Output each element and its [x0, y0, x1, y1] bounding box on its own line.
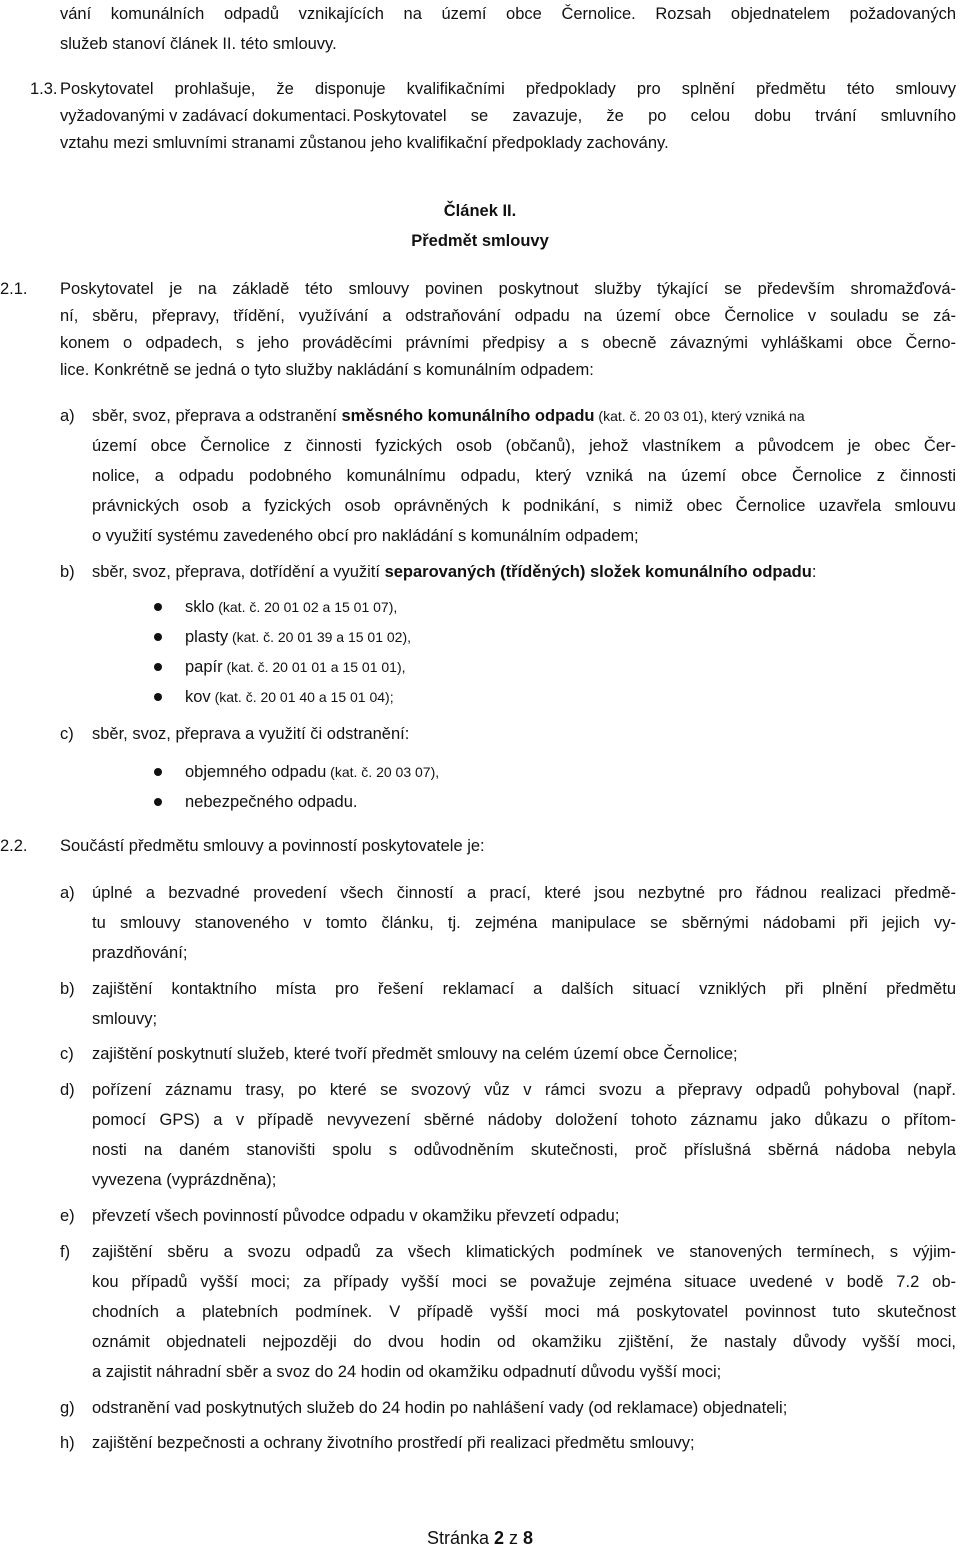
p21-line-4: lice. Konkrétně se jedná o tyto služby nakládání s komunálním odpadem: — [60, 361, 594, 379]
page-footer: Stránka 2 z 8 — [426, 1528, 534, 1548]
p21-line-1: Poskytovatel je na základě této smlouvy povinen poskytnout služby týkající se především shromažďová- — [60, 280, 956, 298]
p22-h-label: h) — [60, 1434, 75, 1452]
p22-b-line-2: smlouvy; — [92, 1010, 158, 1028]
p21-a-post: 20 03 01), který vzniká na — [640, 408, 805, 424]
section-number-1-3: 1.3. — [30, 80, 58, 98]
p21-a-line-4: právnických osob a fyzických osob oprávněných k podnikání, s nimiž obec Černolice uzavřela smlouvu — [92, 497, 956, 515]
section-number-2-2: 2.2. — [0, 837, 28, 855]
p22-f-line-4: oznámit objednateli nejpozději do dvou hodin od okamžiku zjištění, že nastaly důvody vyšší moci, — [92, 1333, 956, 1351]
p22-c-line-1: zajištění poskytnutí služeb, které tvoří předmět smlouvy na celém území obce Černolice; — [92, 1045, 738, 1063]
p13-line-1: Poskytovatel prohlašuje, že disponuje kvalifikačními předpoklady pro splnění předmětu této smlouvy — [60, 80, 956, 98]
c-item-1: objemného odpadu (kat. č. 20 03 07), — [185, 763, 440, 781]
p21-a-line-2: území obce Černolice z činnosti fyzických osob (občanů), jehož vlastníkem a původcem je obec Čer- — [92, 437, 956, 455]
article-heading: Článek II. — [443, 202, 517, 220]
p21-b-post: : — [811, 563, 817, 581]
bullet-icon — [154, 633, 162, 641]
p21-b-label: b) — [60, 563, 75, 581]
p21-b-pre: sběr, svoz, přeprava, dotřídění a využití — [92, 563, 385, 581]
p21-a-label: a) — [60, 407, 75, 425]
p22-a-line-1: úplné a bezvadné provedení všech činností a prací, které jsou nezbytné pro řádnou realizaci předmě- — [92, 884, 956, 902]
p13-line-4: vztahu mezi smluvními stranami zůstanou jeho kvalifikační předpoklady zachovány. — [60, 134, 669, 152]
p13-line-2: vyžadovanými v zadávací dokumentaci. — [60, 107, 351, 125]
p22-f-line-1: zajištění sběru a svozu odpadů za všech klimatických podmínek ve stanovených termínech, s výjim- — [92, 1243, 956, 1261]
p22-c-label: c) — [60, 1045, 74, 1063]
p22-f-line-2: kou případů vyšší moci; za případy vyšší moci se považuje zejména situace uvedené v bodě 7.2 ob- — [92, 1273, 956, 1291]
p22-e-line-1: převzetí všech povinností původce odpadu v okamžiku převzetí odpadu; — [92, 1207, 620, 1225]
c-item-2: nebezpečného odpadu. — [185, 793, 358, 811]
bullet-icon — [154, 798, 162, 806]
p21-a-cat: (kat. č. — [594, 408, 641, 424]
p22-intro: Součástí předmětu smlouvy a povinností poskytovatele je: — [60, 837, 485, 855]
p22-f-label: f) — [60, 1243, 71, 1261]
p22-g-label: g) — [60, 1399, 75, 1417]
b-item-4: kov (kat. č. 20 01 40 a 15 01 04); — [185, 688, 394, 706]
p21-a-line-3: nolice, a odpadu podobného komunálnímu odpadu, který vzniká na území obce Černolice z činnosti — [92, 467, 956, 485]
p21-line-3: konem o odpadech, s jeho prováděcími právními předpisy a s obecně závaznými vyhláškami obce Černo- — [60, 334, 956, 352]
p22-a-line-3: prazdňování; — [92, 944, 188, 962]
p21-c-label: c) — [60, 725, 74, 743]
bullet-icon — [154, 663, 162, 671]
p22-f-line-5: a zajistit náhradní sběr a svoz do 24 hodin od okamžiku odpadnutí důvodu vyšší moci; — [92, 1363, 722, 1381]
p22-f-line-3: chodních a platebních podmínek. V případě vyšší moci má poskytovatel povinnost tuto skutečnost — [92, 1303, 956, 1321]
p22-b-label: b) — [60, 980, 75, 998]
p21-b-line — [92, 562, 816, 582]
b-item-1: sklo (kat. č. 20 01 02 a 15 01 07), — [185, 598, 398, 616]
article-subheading: Předmět smlouvy — [411, 232, 549, 250]
p21-a-line-5: o využití systému zavedeného obcí pro nakládání s komunálním odpadem; — [92, 527, 639, 545]
bullet-icon — [154, 693, 162, 701]
b-item-3: papír (kat. č. 20 01 01 a 15 01 01), — [185, 658, 406, 676]
p22-g-line-1: odstranění vad poskytnutých služeb do 24 hodin po nahlášení vady (od reklamace) objednateli; — [92, 1399, 788, 1417]
p21-a-line-1 — [92, 406, 956, 426]
p22-e-label: e) — [60, 1207, 75, 1225]
p13-line-3: Poskytovatel se zavazuje, že po celou dobu trvání smluvního — [353, 107, 956, 125]
p22-a-line-2: tu smlouvy stanoveného v tomto článku, tj. zejména manipulace se sběrnými nádobami při jejich vy- — [92, 914, 956, 932]
p22-b-line-1: zajištění kontaktního místa pro řešení reklamací a dalších situací vzniklých při plnění předmětu — [92, 980, 956, 998]
p22-d-label: d) — [60, 1081, 75, 1099]
p22-d-line-4: vyvezena (vyprázdněna); — [92, 1171, 277, 1189]
p22-h-line-1: zajištění bezpečnosti a ochrany životního prostředí při realizaci předmětu smlouvy; — [92, 1434, 695, 1452]
p22-a-label: a) — [60, 884, 75, 902]
p21-b-bold: separovaných (tříděných) složek komunálního odpadu — [384, 563, 812, 581]
intro-line-2: služeb stanoví článek II. této smlouvy. — [60, 35, 337, 53]
p21-c-text: sběr, svoz, přeprava a využití či odstranění: — [92, 725, 410, 743]
b-item-2: plasty (kat. č. 20 01 39 a 15 01 02), — [185, 628, 412, 646]
total-pages: 8 — [523, 1528, 534, 1548]
intro-line-1: vání komunálních odpadů vznikajících na území obce Černolice. Rozsah objednatelem požadovaných — [60, 5, 956, 23]
bullet-icon — [154, 768, 162, 776]
p21-a-bold: směsného komunálního odpadu — [341, 407, 595, 425]
section-number-2-1: 2.1. — [0, 280, 28, 298]
p22-d-line-1: pořízení záznamu trasy, po které se svozový vůz v rámci svozu a přepravy odpadů pohyboval (např. — [92, 1081, 956, 1099]
p21-a-pre: sběr, svoz, přeprava a odstranění — [92, 407, 342, 425]
bullet-icon — [154, 603, 162, 611]
p21-line-2: ní, sběru, přepravy, třídění, využívání a odstraňování odpadu na území obce Černolice v souladu se zá- — [60, 307, 956, 325]
current-page-number: 2 — [494, 1528, 505, 1548]
p22-d-line-3: nosti na daném stanovišti spolu s odůvodněním skutečnosti, proč příslušná sběrná nádoba nebyla — [92, 1141, 956, 1159]
p22-d-line-2: pomocí GPS) a v případě nevyvezení sběrné nádoby doložení tohoto záznamu jako důkazu o přítom- — [92, 1111, 956, 1129]
